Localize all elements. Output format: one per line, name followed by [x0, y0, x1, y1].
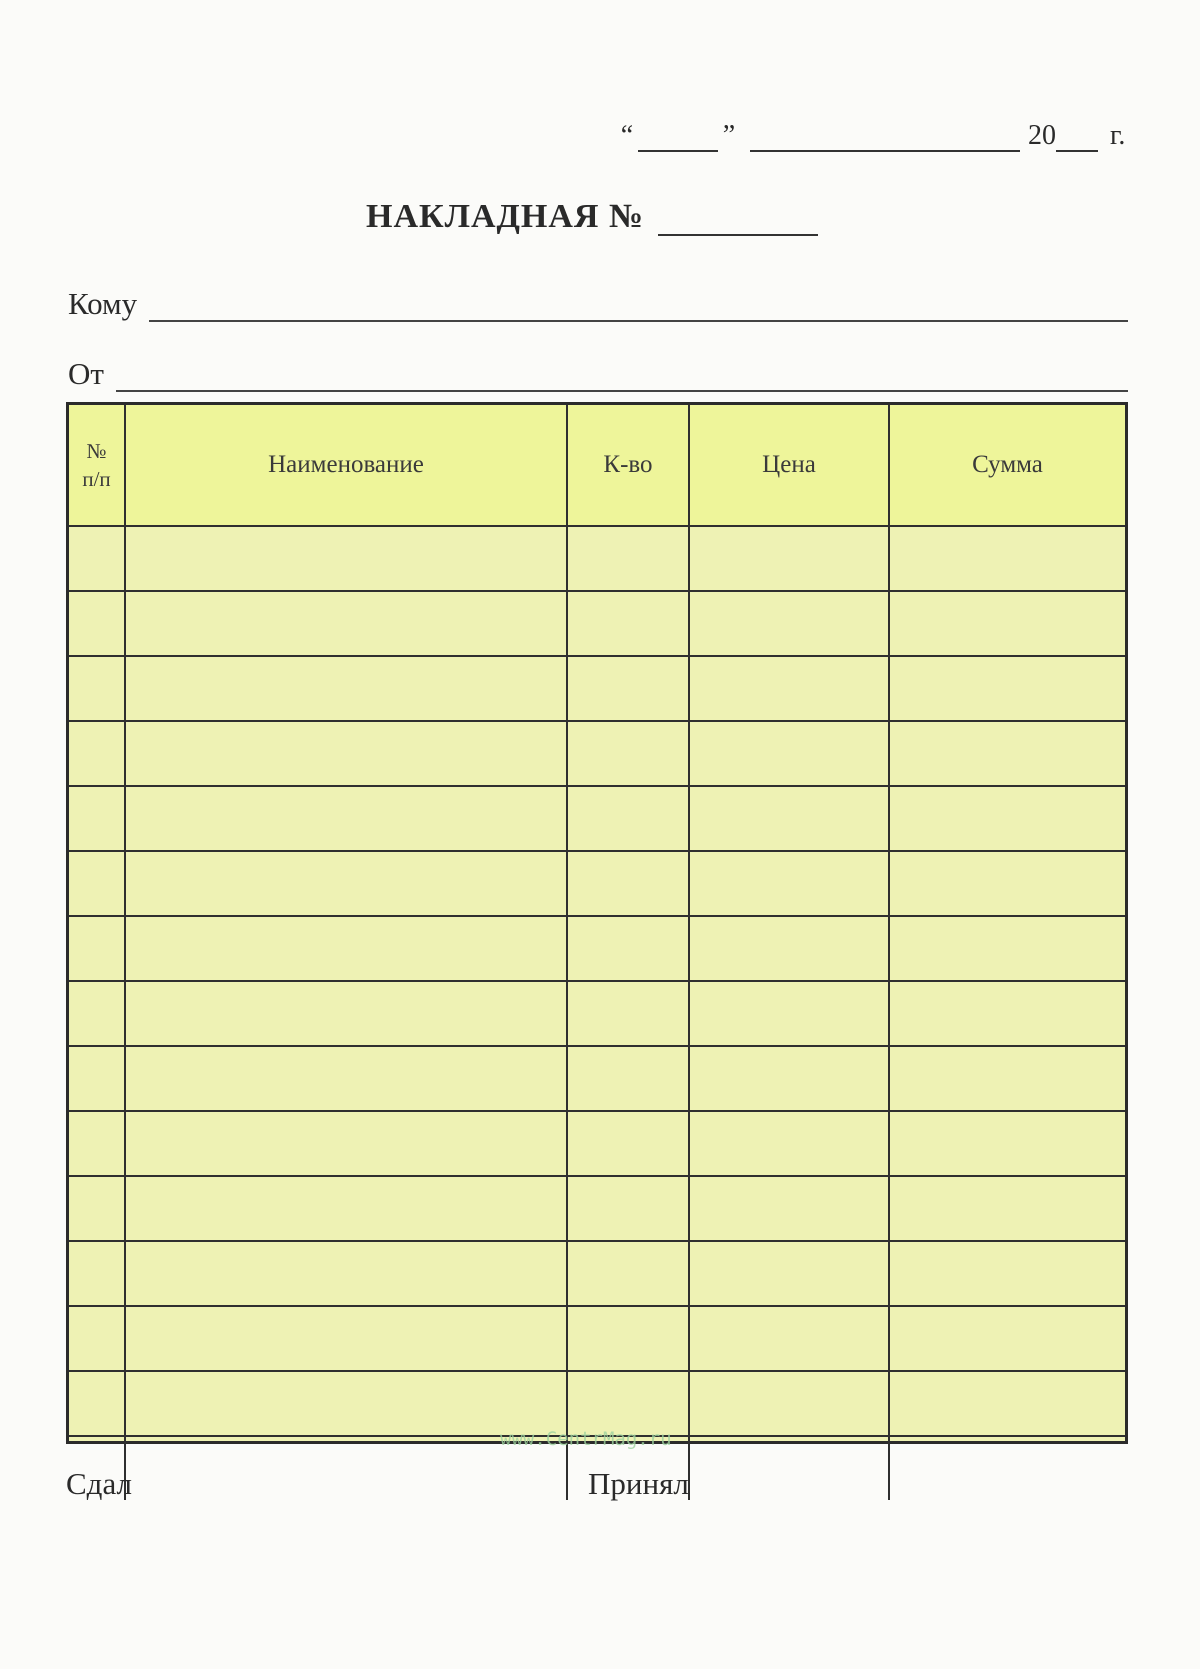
signature-received-label: Принял — [588, 1466, 689, 1501]
cell-quantity[interactable] — [567, 656, 689, 721]
open-quote: “ — [620, 120, 634, 151]
cell-sum[interactable] — [889, 1241, 1125, 1306]
table-row — [69, 591, 1125, 656]
cell-sum[interactable] — [889, 656, 1125, 721]
cell-number[interactable] — [69, 1111, 125, 1176]
cell-quantity[interactable] — [567, 721, 689, 786]
year-suffix: г. — [1110, 120, 1126, 151]
table-row — [69, 526, 1125, 591]
cell-quantity[interactable] — [567, 526, 689, 591]
cell-number[interactable] — [69, 1176, 125, 1241]
cell-number[interactable] — [69, 786, 125, 851]
cell-number[interactable] — [69, 721, 125, 786]
cell-sum[interactable] — [889, 526, 1125, 591]
cell-sum[interactable] — [889, 916, 1125, 981]
cell-price[interactable] — [689, 656, 889, 721]
signature-gave-label: Сдал — [66, 1466, 132, 1501]
cell-sum[interactable] — [889, 591, 1125, 656]
cell-name[interactable] — [125, 721, 567, 786]
cell-price[interactable] — [689, 1241, 889, 1306]
cell-name[interactable] — [125, 591, 567, 656]
cell-number[interactable] — [69, 851, 125, 916]
cell-sum[interactable] — [889, 1111, 1125, 1176]
cell-name[interactable] — [125, 1046, 567, 1111]
cell-name[interactable] — [125, 851, 567, 916]
cell-price[interactable] — [689, 591, 889, 656]
sender-label: От — [68, 356, 104, 391]
cell-name[interactable] — [125, 1111, 567, 1176]
cell-sum[interactable] — [889, 1436, 1125, 1500]
cell-sum[interactable] — [889, 721, 1125, 786]
recipient-line[interactable] — [149, 296, 1128, 322]
cell-number[interactable] — [69, 526, 125, 591]
cell-name[interactable] — [125, 526, 567, 591]
table-row — [69, 981, 1125, 1046]
cell-quantity[interactable] — [567, 1371, 689, 1436]
cell-quantity[interactable] — [567, 1111, 689, 1176]
cell-price[interactable] — [689, 1371, 889, 1436]
sender-line[interactable] — [116, 366, 1128, 392]
table-row — [69, 1371, 1125, 1436]
cell-number[interactable] — [69, 1306, 125, 1371]
cell-sum[interactable] — [889, 786, 1125, 851]
document-title — [366, 198, 818, 236]
cell-price[interactable] — [689, 526, 889, 591]
cell-number[interactable] — [69, 981, 125, 1046]
cell-price[interactable] — [689, 1111, 889, 1176]
close-quote: ” — [722, 120, 736, 151]
items-table-wrap — [66, 402, 1128, 1444]
cell-number[interactable] — [69, 916, 125, 981]
cell-price[interactable] — [689, 981, 889, 1046]
cell-number[interactable] — [69, 656, 125, 721]
date-line — [620, 112, 1130, 152]
table-row — [69, 656, 1125, 721]
cell-name[interactable] — [125, 656, 567, 721]
day-blank[interactable] — [638, 124, 718, 152]
cell-name[interactable] — [125, 1176, 567, 1241]
cell-name[interactable] — [125, 1371, 567, 1436]
items-table — [69, 405, 1125, 1500]
month-blank[interactable] — [750, 124, 1020, 152]
table-row — [69, 721, 1125, 786]
cell-name[interactable] — [125, 981, 567, 1046]
cell-quantity[interactable] — [567, 1046, 689, 1111]
cell-quantity[interactable] — [567, 981, 689, 1046]
cell-number[interactable] — [69, 591, 125, 656]
header-name: Наименование — [125, 405, 567, 526]
watermark: www.CentrMag.ru — [500, 1428, 672, 1450]
table-row — [69, 1306, 1125, 1371]
cell-number[interactable] — [69, 1241, 125, 1306]
cell-number[interactable] — [69, 1046, 125, 1111]
cell-price[interactable] — [689, 1176, 889, 1241]
cell-sum[interactable] — [889, 1176, 1125, 1241]
cell-quantity[interactable] — [567, 786, 689, 851]
table-row — [69, 786, 1125, 851]
cell-quantity[interactable] — [567, 851, 689, 916]
cell-sum[interactable] — [889, 981, 1125, 1046]
table-row — [69, 1046, 1125, 1111]
cell-name[interactable] — [125, 1241, 567, 1306]
table-header-row — [69, 405, 1125, 526]
cell-price[interactable] — [689, 916, 889, 981]
century-label: 20 — [1028, 120, 1056, 151]
cell-price[interactable] — [689, 721, 889, 786]
header-number — [69, 405, 125, 526]
recipient-label: Кому — [68, 286, 138, 321]
cell-number[interactable] — [69, 1371, 125, 1436]
table-row — [69, 1241, 1125, 1306]
table-body — [69, 526, 1125, 1500]
cell-sum[interactable] — [889, 851, 1125, 916]
header-quantity: К-во — [567, 405, 689, 526]
header-price: Цена — [689, 405, 889, 526]
header-sum: Сумма — [889, 405, 1125, 526]
cell-quantity[interactable] — [567, 591, 689, 656]
cell-sum[interactable] — [889, 1371, 1125, 1436]
cell-sum[interactable] — [889, 1306, 1125, 1371]
table-row — [69, 851, 1125, 916]
cell-name[interactable] — [125, 786, 567, 851]
invoice-number-blank[interactable] — [658, 208, 818, 236]
sender-field — [68, 356, 1128, 392]
table-row — [69, 916, 1125, 981]
cell-price[interactable] — [689, 1046, 889, 1111]
cell-quantity[interactable] — [567, 1306, 689, 1371]
cell-price[interactable] — [689, 1306, 889, 1371]
year-blank[interactable] — [1056, 124, 1098, 152]
cell-quantity[interactable] — [567, 916, 689, 981]
title-text: НАКЛАДНАЯ № — [366, 198, 645, 235]
recipient-field — [68, 286, 1128, 322]
header-number-line2: п/п — [82, 467, 111, 491]
cell-sum[interactable] — [889, 1046, 1125, 1111]
cell-name[interactable] — [125, 1306, 567, 1371]
cell-name[interactable] — [125, 916, 567, 981]
cell-price[interactable] — [689, 786, 889, 851]
table-row — [69, 1111, 1125, 1176]
cell-price[interactable] — [689, 1436, 889, 1500]
cell-quantity[interactable] — [567, 1241, 689, 1306]
header-number-line1: № — [86, 438, 107, 463]
cell-price[interactable] — [689, 851, 889, 916]
cell-quantity[interactable] — [567, 1176, 689, 1241]
table-row — [69, 1176, 1125, 1241]
